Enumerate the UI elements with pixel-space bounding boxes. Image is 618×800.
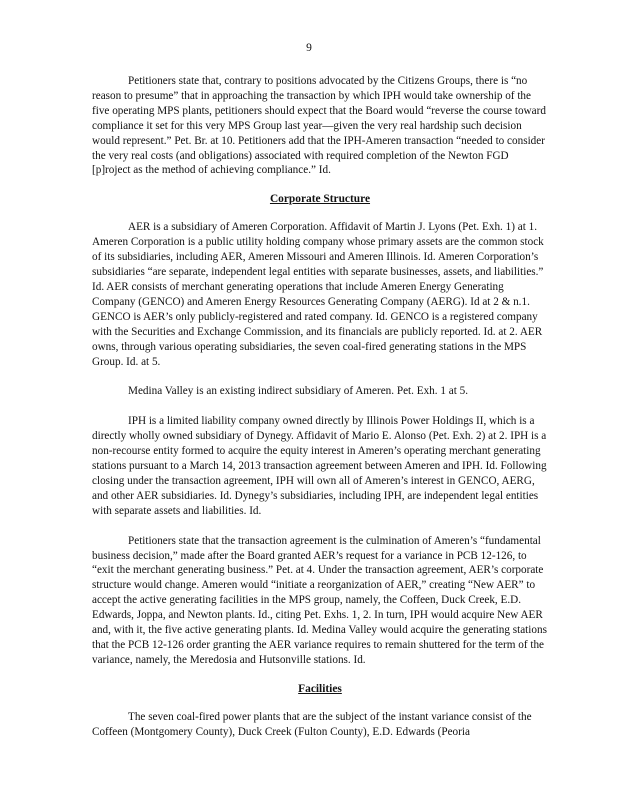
- paragraph-facilities: The seven coal-fired power plants that are the subject of the instant variance consist of the Coffeen (Montgomery County), Duck Creek (Fulton County), E.D. Edwards (Peoria: [92, 710, 532, 738]
- paragraph-aer-subsidiary: AER is a subsidiary of Ameren Corporation. Affidavit of Martin J. Lyons (Pet. Exh. 1) at 1. Ameren Corporation is a public utility holding company whose primary assets are the common stock of its subsidiaries, including AER, Ameren Missouri and Ameren Illinois. Id. Ameren Corporation’s subsidiaries “are separate, independent legal entities with separate businesses, assets, and liabilities.” Id. AER consists of merchant generating operations that include Ameren Energy Generating Company (GENCO) and Ameren Energy Resources Generating Company (AERG). Id at 2 & n.1. GENCO is AER’s only publicly-registered and rated company. Id. GENCO is a registered company with the Securities and Exchange Commission, and its financials are publicly reported. Id. at 2. AER owns, through various operating subsidiaries, the seven coal-fired generating stations in the MPS Group. Id. at 5.: [92, 221, 544, 368]
- paragraph-petitioners-citizens: Petitioners state that, contrary to positions advocated by the Citizens Groups, there is “no reason to presume” that in approaching the transaction by which IPH would take ownership of the five operating MPS plants, petitioners should expect that the Board would “reverse the course toward compliance it set for this very MPS Group last year—given the very real hardship such decision would represent.” Pet. Br. at 10. Petitioners add that the IPH-Ameren transaction “needed to consider the very real costs (and obligations) associated with required completion of the Newton FGD [p]roject as the method of achieving compliance.” Id.: [92, 75, 546, 177]
- paragraph-iph-llc: IPH is a limited liability company owned directly by Illinois Power Holdings II, which is a directly wholly owned subsidiary of Dynegy. Affidavit of Mario E. Alonso (Pet. Exh. 2) at 2. IPH is a non-recourse entity formed to acquire the equity interest in Ameren’s operating merchant generating stations pursuant to a March 14, 2013 transaction agreement between Ameren and IPH. Id. Following closing under the transaction agreement, IPH will own all of Ameren’s interest in GENCO, AERG, and other AER subsidiaries. Id. Dynegy’s subsidiaries, including IPH, are independent legal entities with separate assets and liabilities. Id.: [92, 415, 547, 517]
- document-body: [92, 74, 548, 740]
- paragraph-medina-valley: Medina Valley is an existing indirect subsidiary of Ameren. Pet. Exh. 1 at 5.: [128, 385, 469, 398]
- heading-facilities: Facilities: [298, 682, 342, 695]
- page-number: 9: [306, 42, 312, 54]
- heading-corporate-structure: Corporate Structure: [269, 193, 371, 206]
- paragraph-transaction-agreement: Petitioners state that the transaction agreement is the culmination of Ameren’s “fundamental business decision,” made after the Board granted AER’s request for a variance in PCB 12-126, to “exit the merchant generating business.” Pet. at 4. Under the transaction agreement, AER’s corporate structure would change. Ameren would “initiate a reorganization of AER,” creating “New AER” to accept the active generating facilities in the MPS group, namely, the Coffeen, Duck Creek, E.D. Edwards, Joppa, and Newton plants. Id., citing Pet. Exhs. 1, 2. In turn, IPH would acquire New AER and, with it, the five active generating plants. Id. Medina Valley would acquire the generating stations that the PCB 12-126 order granting the AER variance requires to remain shuttered for the term of the variance, namely, the Meredosia and Hutsonville stations. Id.: [92, 534, 547, 666]
